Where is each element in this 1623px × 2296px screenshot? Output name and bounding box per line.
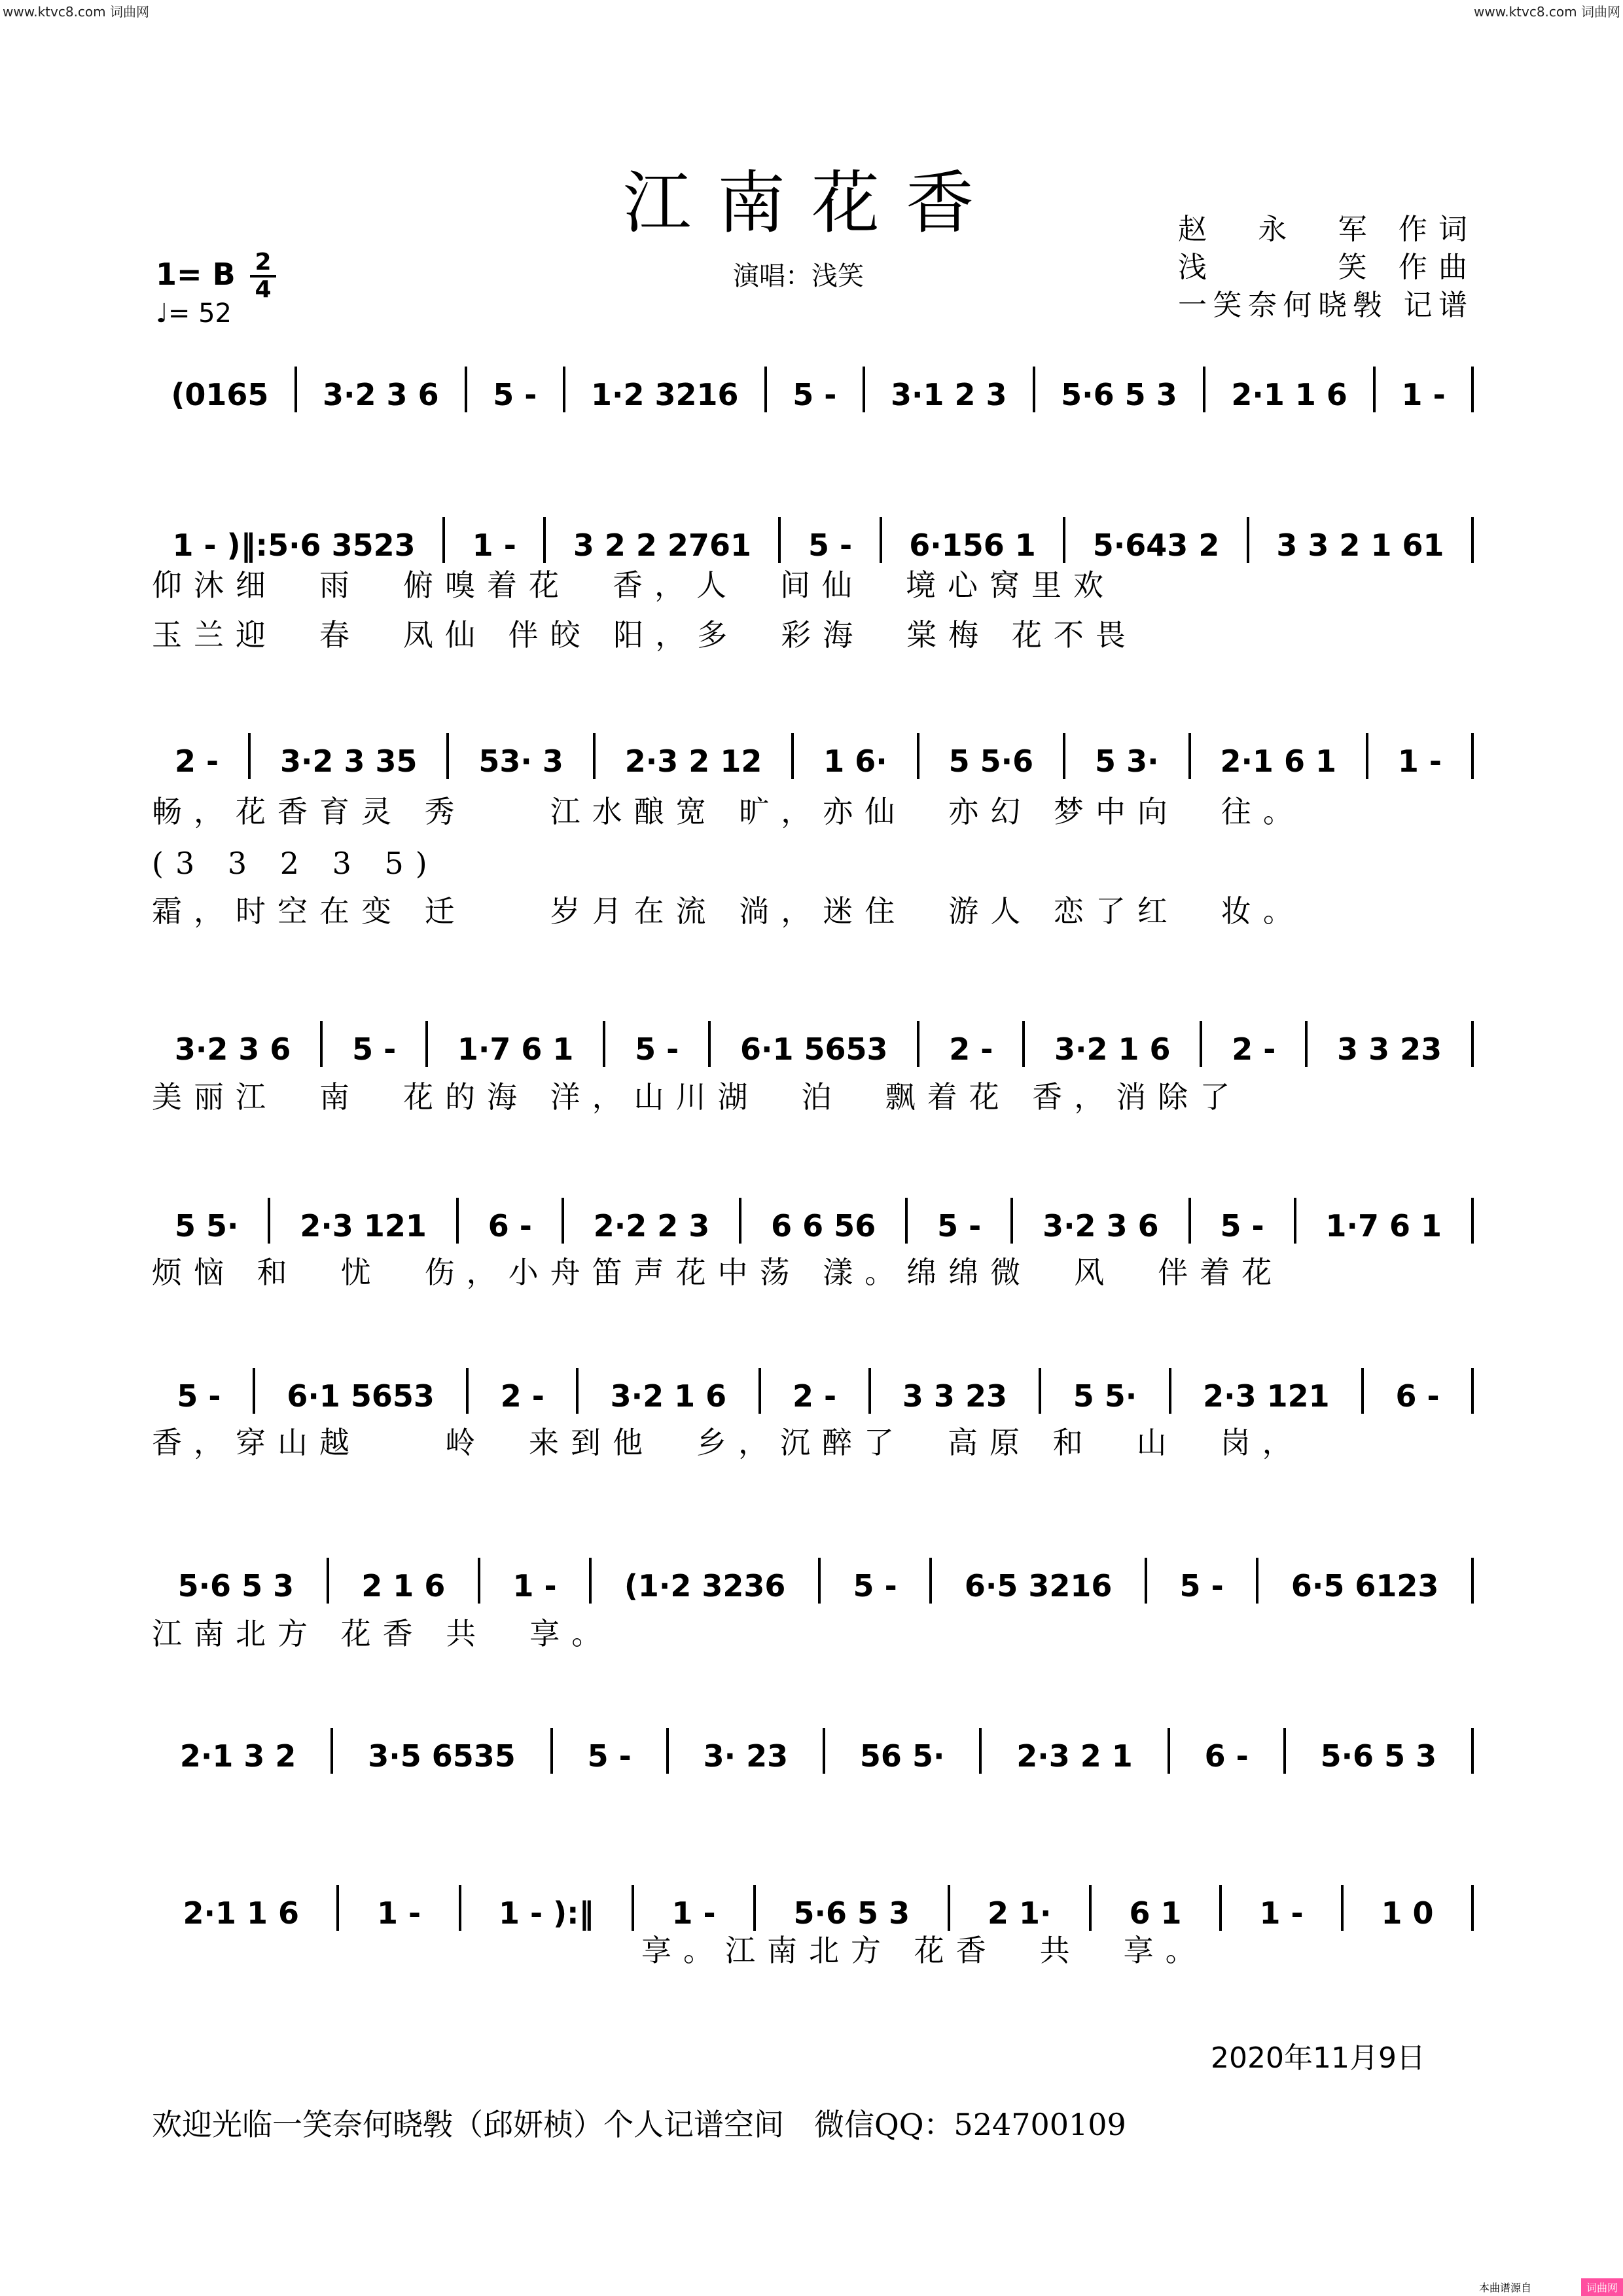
measure: 3·2 3 6 bbox=[1043, 1208, 1159, 1244]
measure: 3 3 2 1 61 bbox=[1276, 528, 1444, 563]
barline bbox=[248, 733, 251, 779]
measure: 2 - bbox=[174, 744, 219, 779]
barline bbox=[632, 1885, 634, 1931]
barline bbox=[905, 1198, 908, 1244]
measure: 2 - bbox=[500, 1378, 544, 1414]
barline bbox=[979, 1728, 982, 1774]
measure: 6 1 bbox=[1129, 1895, 1182, 1931]
measure: 2·1 6 1 bbox=[1220, 744, 1336, 779]
barline bbox=[753, 1885, 756, 1931]
measure: 5 - bbox=[493, 377, 537, 412]
barline bbox=[459, 1885, 461, 1931]
measure: 3 3 23 bbox=[902, 1378, 1007, 1414]
barline bbox=[294, 367, 297, 412]
lyric-line: 烦恼 和 忧 伤，小舟笛声花中荡 漾。绵绵微 风 伴着花 bbox=[152, 1255, 1284, 1290]
barline bbox=[708, 1021, 711, 1067]
barline bbox=[589, 1558, 592, 1604]
lyric-line: 畅，花香育灵 秀 江水酿宽 旷，亦仙 亦幻 梦中向 往。 bbox=[152, 794, 1305, 829]
measure: 5 - bbox=[177, 1378, 221, 1414]
measure: 2·3 2 12 bbox=[624, 744, 762, 779]
measure: 5·6 5 3 bbox=[793, 1895, 910, 1931]
measure: 6 - bbox=[488, 1208, 532, 1244]
barline bbox=[1305, 1021, 1308, 1067]
measure: 1 6· bbox=[823, 744, 887, 779]
barline bbox=[330, 1728, 333, 1774]
score-row bbox=[149, 367, 1478, 412]
barline bbox=[456, 1198, 459, 1244]
barline bbox=[1471, 1198, 1474, 1244]
barline bbox=[1200, 1021, 1202, 1067]
barline bbox=[1471, 1885, 1474, 1931]
barline bbox=[1033, 367, 1035, 412]
credits-block bbox=[1178, 211, 1467, 325]
barline bbox=[466, 1368, 469, 1414]
source-badge bbox=[1479, 2279, 1623, 2296]
barline bbox=[593, 733, 596, 779]
measure: 3 3 23 bbox=[1337, 1031, 1442, 1067]
measure: 1 - bbox=[512, 1568, 557, 1604]
measure: 6·1 5653 bbox=[740, 1031, 888, 1067]
barline bbox=[1089, 1885, 1092, 1931]
barline bbox=[758, 1368, 761, 1414]
measure: 2 - bbox=[792, 1378, 837, 1414]
measure: 5·6 5 3 bbox=[177, 1568, 294, 1604]
measure: 2·2 2 3 bbox=[593, 1208, 710, 1244]
measure: 2·1 1 6 bbox=[1231, 377, 1347, 412]
barline bbox=[1188, 1198, 1191, 1244]
source-badge-label: 本曲谱源自 bbox=[1479, 2282, 1532, 2294]
barline bbox=[1063, 517, 1065, 563]
measure: 5 - bbox=[1220, 1208, 1264, 1244]
barline bbox=[1373, 367, 1376, 412]
measure: 1 - bbox=[376, 1895, 421, 1931]
measure: (0165 bbox=[171, 377, 269, 412]
barline bbox=[1471, 517, 1474, 563]
date: 2020年11月9日 bbox=[1211, 2041, 1425, 2075]
measure: 2 - bbox=[949, 1031, 993, 1067]
barline bbox=[1010, 1198, 1013, 1244]
barline bbox=[1471, 1368, 1474, 1414]
measure: 2·1 3 2 bbox=[179, 1738, 296, 1774]
barline bbox=[1188, 733, 1191, 779]
measure: 1 - bbox=[1259, 1895, 1304, 1931]
measure: 3·2 1 6 bbox=[1054, 1031, 1171, 1067]
measure: 3·2 3 35 bbox=[279, 744, 418, 779]
lyric-line: 仰沐细 雨 俯嗅着花 香，人 间仙 境心窝里欢 bbox=[152, 567, 1115, 603]
barline bbox=[1063, 733, 1065, 779]
barline bbox=[1022, 1021, 1025, 1067]
measure: 1·2 3216 bbox=[591, 377, 739, 412]
barline bbox=[1366, 733, 1368, 779]
measure: 2·3 121 bbox=[300, 1208, 427, 1244]
measure: 3·2 3 6 bbox=[323, 377, 439, 412]
score-row bbox=[149, 1885, 1478, 1931]
measure: 3·2 1 6 bbox=[610, 1378, 727, 1414]
barline bbox=[563, 367, 565, 412]
measure: 6 - bbox=[1395, 1378, 1440, 1414]
measure: 6·5 3216 bbox=[964, 1568, 1113, 1604]
barline bbox=[929, 1558, 932, 1604]
barline bbox=[1145, 1558, 1147, 1604]
lyric-line: 霜，时空在变 迁 岁月在流 淌，迷住 游人 恋了红 妆。 bbox=[152, 893, 1305, 929]
measure: 1 - )‖:5·6 3523 bbox=[172, 528, 416, 563]
barline bbox=[253, 1368, 255, 1414]
singer-credit: 演唱：浅笑 bbox=[733, 261, 864, 291]
barline bbox=[1219, 1885, 1222, 1931]
transcriber-credit: 一笑奈何晓斅 记谱 bbox=[1178, 289, 1467, 322]
barline bbox=[868, 1368, 871, 1414]
lyric-line: 享。江南北方 花香 共 享。 bbox=[641, 1933, 1207, 1968]
composer-credit: 浅 笑 作曲 bbox=[1178, 251, 1467, 284]
measure: 2 1 6 bbox=[361, 1568, 446, 1604]
barline bbox=[917, 1021, 919, 1067]
barline bbox=[818, 1558, 821, 1604]
measure: 5·643 2 bbox=[1092, 528, 1220, 563]
lyric-line: (3 3 2 3 5) bbox=[152, 846, 439, 881]
measure: 5 - bbox=[352, 1031, 397, 1067]
measure: 5 3· bbox=[1095, 744, 1159, 779]
measure: 5 - bbox=[587, 1738, 632, 1774]
measure: 1 - bbox=[472, 528, 516, 563]
measure: 53· 3 bbox=[478, 744, 563, 779]
barline bbox=[739, 1198, 741, 1244]
barline bbox=[1039, 1368, 1041, 1414]
barline bbox=[576, 1368, 579, 1414]
measure: 6·5 6123 bbox=[1291, 1568, 1439, 1604]
barline bbox=[1247, 517, 1249, 563]
source-badge-site: 词曲网 bbox=[1581, 2278, 1623, 2296]
measure: 6 - bbox=[1204, 1738, 1249, 1774]
measure: 2·3 2 1 bbox=[1016, 1738, 1133, 1774]
barline bbox=[1471, 367, 1474, 412]
barline bbox=[336, 1885, 339, 1931]
lyric-line: 美丽江 南 花的海 洋，山川湖 泊 飘着花 香，消除了 bbox=[152, 1079, 1242, 1115]
measure: 5 5· bbox=[174, 1208, 239, 1244]
barline bbox=[1471, 1558, 1474, 1604]
barline bbox=[1169, 1368, 1171, 1414]
measure: 6·1 5653 bbox=[287, 1378, 435, 1414]
measure: 3 2 2 2761 bbox=[573, 528, 751, 563]
barline bbox=[764, 367, 767, 412]
measure: 3·2 3 6 bbox=[174, 1031, 291, 1067]
measure: 3·5 6535 bbox=[368, 1738, 516, 1774]
barline bbox=[478, 1558, 480, 1604]
measure: 1 - ):‖ bbox=[499, 1895, 594, 1931]
barline bbox=[465, 367, 467, 412]
barline bbox=[948, 1885, 950, 1931]
footer-note: 欢迎光临一笑奈何晓斅（邱妍桢）个人记谱空间 微信QQ：524700109 bbox=[152, 2107, 1126, 2142]
lyric-line: 玉兰迎 春 凤仙 伴皎 阳，多 彩海 棠梅 花不畏 bbox=[152, 617, 1137, 653]
song-title: 江南花香 bbox=[622, 163, 1000, 243]
measure: 1 - bbox=[671, 1895, 716, 1931]
barline bbox=[880, 517, 882, 563]
measure: 5·6 5 3 bbox=[1061, 377, 1177, 412]
measure: 56 5· bbox=[859, 1738, 945, 1774]
measure: 3·1 2 3 bbox=[890, 377, 1007, 412]
measure: 5 - bbox=[853, 1568, 897, 1604]
measure: 1·7 6 1 bbox=[1325, 1208, 1442, 1244]
barline bbox=[917, 733, 919, 779]
barline bbox=[442, 517, 445, 563]
barline bbox=[1471, 1021, 1474, 1067]
measure: 6 6 56 bbox=[771, 1208, 876, 1244]
barline bbox=[778, 517, 781, 563]
barline bbox=[562, 1198, 564, 1244]
measure: 6·156 1 bbox=[909, 528, 1036, 563]
barline bbox=[1283, 1728, 1286, 1774]
measure: 1 - bbox=[1397, 744, 1442, 779]
barline bbox=[425, 1021, 428, 1067]
barline bbox=[543, 517, 546, 563]
measure: 3· 23 bbox=[703, 1738, 789, 1774]
score-row bbox=[149, 1198, 1478, 1244]
measure: 5 - bbox=[793, 377, 837, 412]
tempo-mark: ♩= 52 bbox=[156, 298, 232, 329]
score-row bbox=[149, 733, 1478, 779]
time-signature-bottom: 4 bbox=[255, 276, 272, 303]
lyric-line: 香，穿山越 岭 来到他 乡，沉醉了 高原 和 山 岗， bbox=[152, 1425, 1304, 1460]
lyricist-credit: 赵 永 军 作词 bbox=[1178, 213, 1467, 246]
barline bbox=[1203, 367, 1205, 412]
key-signature: 1= B bbox=[156, 257, 236, 292]
measure: 5 - bbox=[808, 528, 853, 563]
barline bbox=[1256, 1558, 1258, 1604]
measure: 2·1 1 6 bbox=[183, 1895, 299, 1931]
barline bbox=[1471, 733, 1474, 779]
barline bbox=[863, 367, 865, 412]
score-row bbox=[149, 1728, 1478, 1774]
measure: 2 1· bbox=[988, 1895, 1052, 1931]
time-signature-top: 2 bbox=[255, 249, 272, 276]
barline bbox=[1294, 1198, 1296, 1244]
measure: 5·6 5 3 bbox=[1320, 1738, 1437, 1774]
measure: 5 - bbox=[937, 1208, 982, 1244]
site-watermark-right: www.ktvc8.com 词曲网 bbox=[1473, 4, 1620, 20]
barline bbox=[666, 1728, 669, 1774]
barline bbox=[1471, 1728, 1474, 1774]
site-watermark-left: www.ktvc8.com 词曲网 bbox=[3, 4, 150, 20]
measure: 5 5·6 bbox=[948, 744, 1034, 779]
measure: 2 - bbox=[1232, 1031, 1276, 1067]
measure: 2·3 121 bbox=[1203, 1378, 1330, 1414]
measure: 5 5· bbox=[1073, 1378, 1137, 1414]
barline bbox=[1341, 1885, 1344, 1931]
measure: 5 - bbox=[1179, 1568, 1224, 1604]
lyric-line: 江南北方 花香 共 享。 bbox=[152, 1616, 614, 1651]
time-signature bbox=[250, 251, 276, 301]
barline bbox=[268, 1198, 270, 1244]
measure: 1·7 6 1 bbox=[457, 1031, 574, 1067]
barline bbox=[550, 1728, 553, 1774]
barline bbox=[1168, 1728, 1170, 1774]
barline bbox=[446, 733, 449, 779]
barline bbox=[823, 1728, 825, 1774]
barline bbox=[320, 1021, 323, 1067]
barline bbox=[327, 1558, 329, 1604]
measure: 1 0 bbox=[1381, 1895, 1434, 1931]
measure: 1 - bbox=[1401, 377, 1446, 412]
measure: (1·2 3236 bbox=[624, 1568, 786, 1604]
barline bbox=[603, 1021, 605, 1067]
score-row bbox=[149, 1021, 1478, 1067]
measure: 5 - bbox=[635, 1031, 679, 1067]
score-row bbox=[149, 517, 1478, 563]
score-row bbox=[149, 1558, 1478, 1604]
barline bbox=[1361, 1368, 1364, 1414]
barline bbox=[791, 733, 794, 779]
score-row bbox=[149, 1368, 1478, 1414]
